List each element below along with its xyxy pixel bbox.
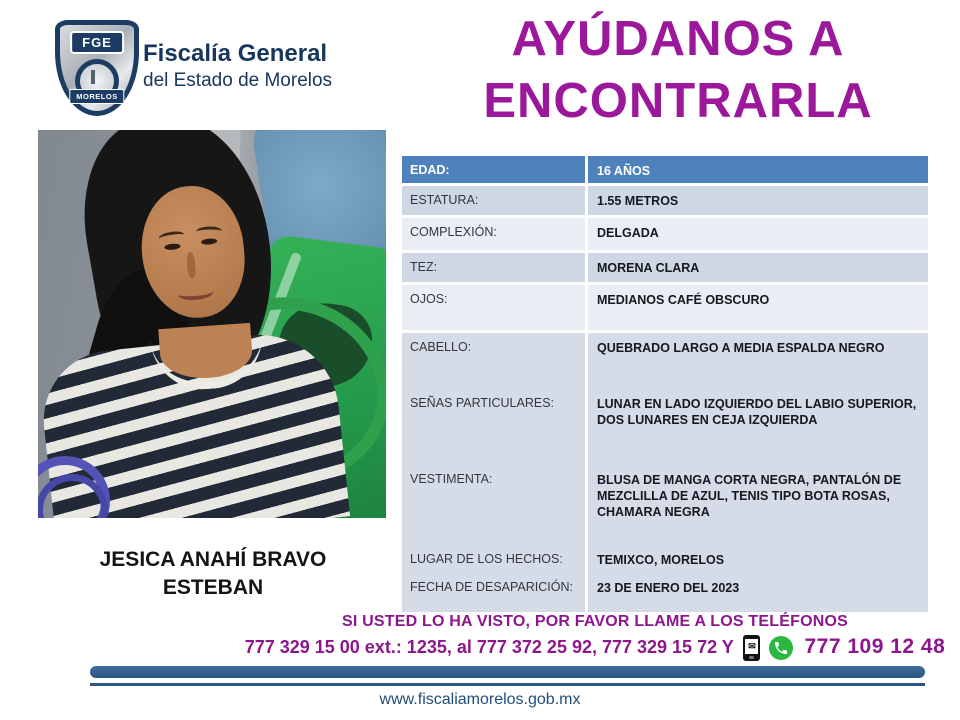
table-row-ojos — [402, 285, 928, 330]
table-row-edad — [402, 156, 928, 183]
contact-message: SI USTED LO HA VISTO, POR FAVOR LLAME A LOS TELÉFONOS — [341, 613, 849, 630]
contact-phone-numbers: 777 329 15 00 ext.: 1235, al 777 372 25 92, 777 329 15 72 Y — [244, 637, 734, 657]
shield-morelos-ribbon: MORELOS — [69, 89, 124, 104]
row-label: TEZ: — [402, 253, 585, 282]
footer-bar — [90, 666, 925, 678]
row-value: BLUSA DE MANGA CORTA NEGRA, PANTALÓN DE MEZCLILLA DE AZUL, TENIS TIPO BOTA ROSAS, CHAMARA NEGRA — [588, 465, 928, 545]
footer-divider — [90, 683, 925, 686]
photo-mouth — [177, 284, 214, 301]
missing-person-photo — [38, 130, 386, 518]
row-label: ESTATURA: — [402, 186, 585, 215]
row-value: 1.55 METROS — [588, 186, 928, 215]
table-row-estatura — [402, 186, 928, 215]
row-value: LUNAR EN LADO IZQUIERDO DEL LABIO SUPERIOR, DOS LUNARES EN CEJA IZQUIERDA — [588, 389, 928, 465]
contact-whatsapp-number: 777 109 12 48 — [804, 635, 946, 658]
row-value: MORENA CLARA — [588, 253, 928, 282]
row-label: OJOS: — [402, 285, 585, 330]
poster-title-line1: AYÚDANOS A — [511, 12, 845, 66]
photo-eye-left — [164, 243, 180, 250]
details-table — [402, 156, 928, 612]
photo-eyebrow-right — [196, 226, 222, 236]
agency-name-line1: Fiscalía General — [143, 40, 328, 67]
agency-name — [143, 40, 332, 92]
photo-nose — [186, 252, 196, 279]
website-link[interactable]: www.fiscaliamorelos.gob.mx — [379, 691, 581, 708]
row-value: DELGADA — [588, 218, 928, 250]
whatsapp-icon — [769, 636, 793, 660]
photo-eyebrow-left — [158, 230, 185, 244]
row-value: QUEBRADO LARGO A MEDIA ESPALDA NEGRO — [588, 333, 928, 389]
table-row-senas — [402, 389, 928, 465]
row-label: COMPLEXIÓN: — [402, 218, 585, 250]
photo-eye-right — [201, 238, 217, 245]
row-value: MEDIANOS CAFÉ OBSCURO — [588, 285, 928, 330]
row-label: CABELLO: — [402, 333, 585, 389]
contact-section — [240, 613, 950, 661]
poster-title-line2: ENCONTRARLA — [483, 74, 873, 128]
row-label: VESTIMENTA: — [402, 465, 585, 545]
poster-title — [408, 8, 948, 132]
fge-shield-icon — [55, 20, 139, 116]
cellphone-icon: ✉ — [743, 635, 760, 661]
table-row-cabello — [402, 333, 928, 389]
agency-logo — [55, 18, 385, 123]
contact-phones — [240, 635, 950, 661]
row-value: TEMIXCO, MORELOS — [588, 545, 928, 573]
table-row-complexion — [402, 218, 928, 250]
table-row-lugar — [402, 545, 928, 573]
row-label: FECHA DE DESAPARICIÓN: — [402, 573, 585, 612]
row-label: SEÑAS PARTICULARES: — [402, 389, 585, 465]
shield-fge-label: FGE — [70, 31, 124, 54]
table-row-tez — [402, 253, 928, 282]
row-value: 16 AÑOS — [588, 156, 928, 183]
table-row-fecha — [402, 573, 928, 612]
missing-person-name: JESICA ANAHÍ BRAVO ESTEBAN — [99, 548, 327, 599]
row-label: EDAD: — [402, 156, 585, 183]
row-value: 23 DE ENERO DEL 2023 — [588, 573, 928, 612]
agency-name-line2: del Estado de Morelos — [143, 70, 333, 91]
table-row-vestimenta — [402, 465, 928, 545]
table-block — [402, 333, 928, 612]
row-label: LUGAR DE LOS HECHOS: — [402, 545, 585, 573]
